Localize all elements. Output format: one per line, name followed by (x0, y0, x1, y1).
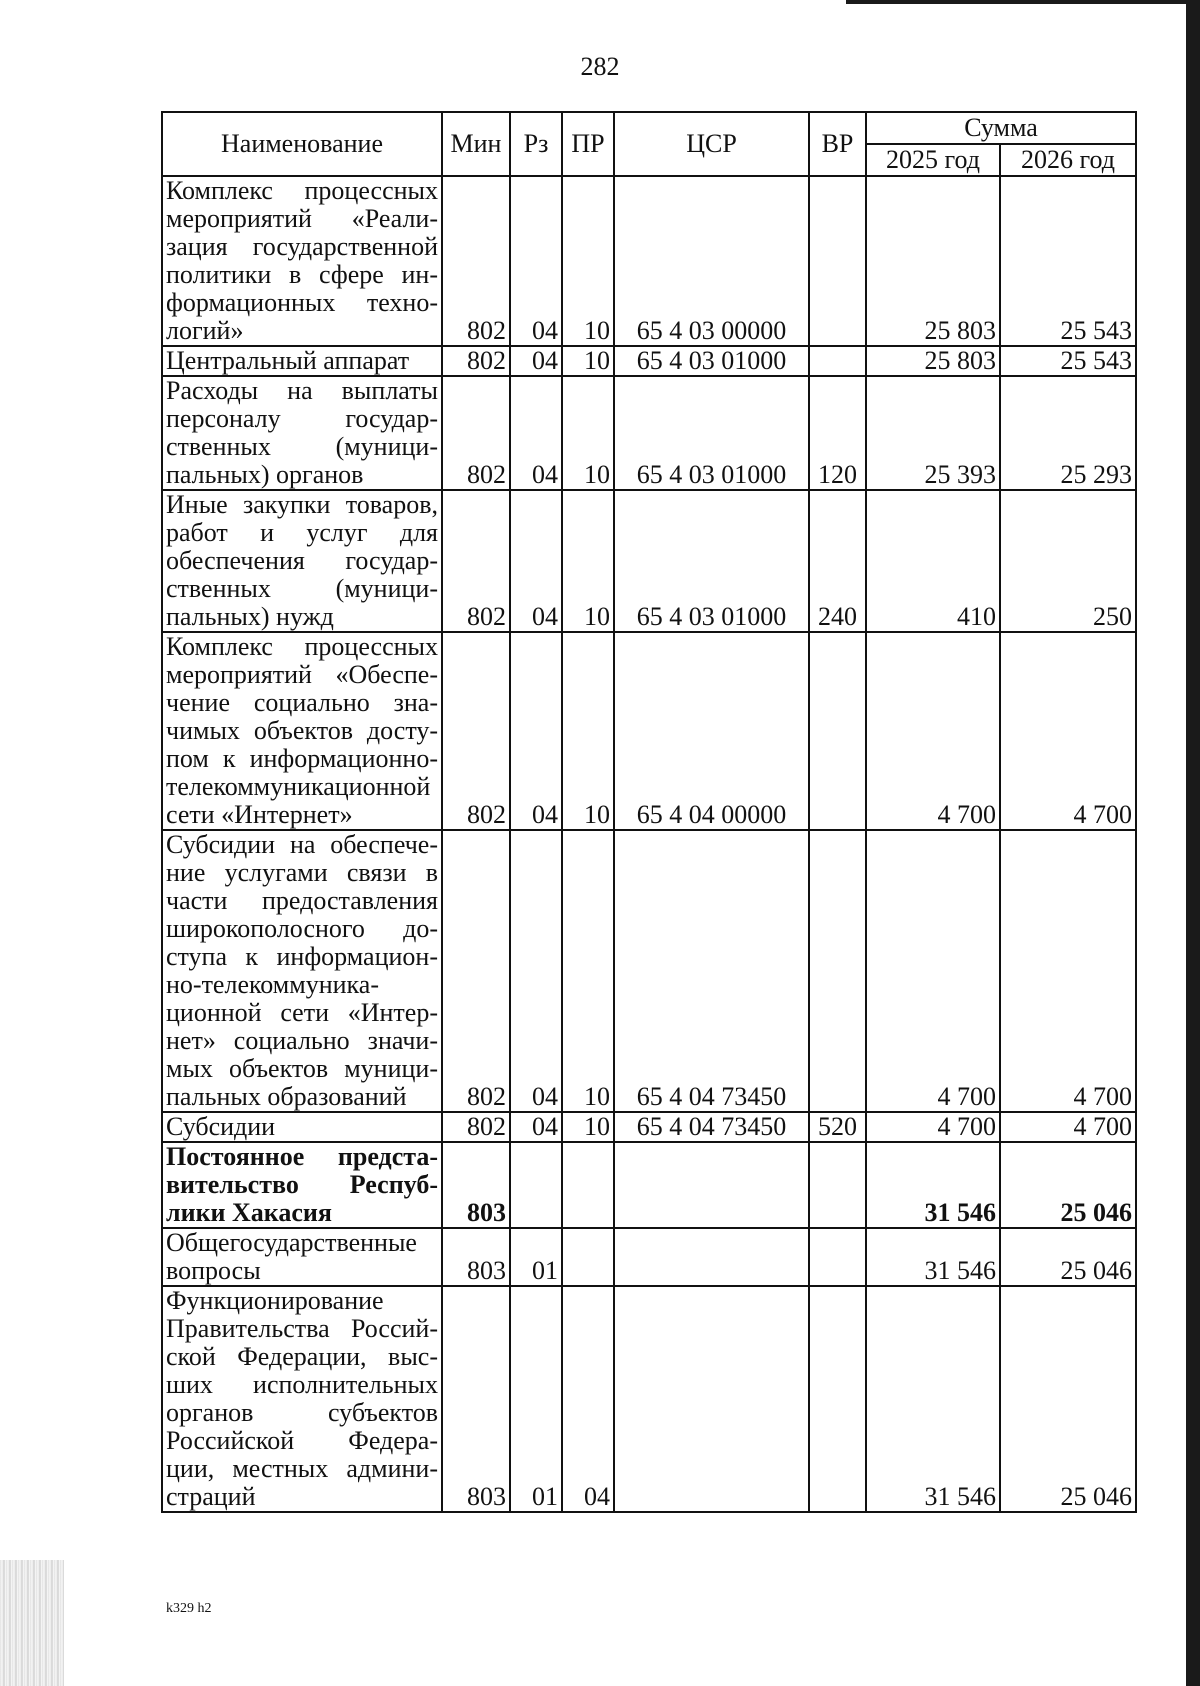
budget-table (161, 111, 1137, 1513)
row-min: 802 (442, 346, 510, 376)
row-name: Центральный аппарат (162, 346, 442, 376)
row-name: Субсидии на обеспече-ние услугами связи в части предоставления широкополосного до-ступа к информацион-но-телекоммуника-ционной сети «Интер-нет» социально значи-мых объектов муници-пальных образований (162, 830, 442, 1112)
table-row (162, 830, 1136, 1112)
row-pr (562, 1142, 614, 1228)
row-sum-2025: 31 546 (866, 1228, 1000, 1286)
row-min: 802 (442, 490, 510, 632)
row-pr (562, 1228, 614, 1286)
row-csr: 65 4 03 01000 (614, 490, 809, 632)
row-sum-2026: 25 543 (1000, 346, 1136, 376)
row-sum-2025: 31 546 (866, 1142, 1000, 1228)
row-rz: 04 (510, 830, 562, 1112)
row-csr (614, 1228, 809, 1286)
row-rz: 04 (510, 176, 562, 346)
header-rz: Рз (510, 112, 562, 176)
scan-edge-left (0, 1560, 64, 1686)
table-row (162, 346, 1136, 376)
row-sum-2026: 4 700 (1000, 632, 1136, 830)
row-vr: 240 (809, 490, 866, 632)
row-rz: 04 (510, 346, 562, 376)
header-year-2025: 2025 год (866, 144, 1000, 176)
row-pr: 10 (562, 830, 614, 1112)
row-rz: 04 (510, 490, 562, 632)
header-csr: ЦСР (614, 112, 809, 176)
row-vr (809, 1228, 866, 1286)
row-csr: 65 4 03 01000 (614, 346, 809, 376)
row-name: Общегосударственные вопросы (162, 1228, 442, 1286)
row-pr: 10 (562, 490, 614, 632)
row-vr (809, 176, 866, 346)
header-name: Наименование (162, 112, 442, 176)
table-row (162, 632, 1136, 830)
row-rz: 04 (510, 376, 562, 490)
row-min: 802 (442, 830, 510, 1112)
row-sum-2026: 25 046 (1000, 1228, 1136, 1286)
row-pr: 04 (562, 1286, 614, 1512)
row-min: 803 (442, 1228, 510, 1286)
row-sum-2026: 25 543 (1000, 176, 1136, 346)
header-row-1 (162, 112, 1136, 144)
row-name: Комплекс процессных мероприятий «Реали-зация государственной политики в сфере ин-формационных техно-логий» (162, 176, 442, 346)
header-sum: Сумма (866, 112, 1136, 144)
row-sum-2026: 4 700 (1000, 830, 1136, 1112)
row-vr (809, 1286, 866, 1512)
row-min: 802 (442, 176, 510, 346)
row-min: 802 (442, 376, 510, 490)
row-name: Функционирование Правительства Россий-ской Федерации, выс-ших исполнительных органов субъектов Российской Федера-ции, местных админи-страций (162, 1286, 442, 1512)
row-name: Иные закупки товаров, работ и услуг для обеспечения государ-ственных (муници-пальных) нужд (162, 490, 442, 632)
row-pr: 10 (562, 176, 614, 346)
row-min: 802 (442, 632, 510, 830)
row-name: Комплекс процессных мероприятий «Обеспе-чение социально зна-чимых объектов досту-пом к информационно-телекоммуникационной сети «Интернет» (162, 632, 442, 830)
row-rz: 01 (510, 1228, 562, 1286)
row-pr: 10 (562, 632, 614, 830)
row-rz (510, 1142, 562, 1228)
row-vr (809, 1142, 866, 1228)
row-csr: 65 4 03 01000 (614, 376, 809, 490)
table-row (162, 1286, 1136, 1512)
row-pr: 10 (562, 346, 614, 376)
row-min: 803 (442, 1142, 510, 1228)
row-vr (809, 346, 866, 376)
row-sum-2025: 25 803 (866, 176, 1000, 346)
row-csr: 65 4 04 73450 (614, 1112, 809, 1142)
row-name: Субсидии (162, 1112, 442, 1142)
row-vr: 520 (809, 1112, 866, 1142)
table-row (162, 490, 1136, 632)
row-csr: 65 4 04 73450 (614, 830, 809, 1112)
row-sum-2026: 250 (1000, 490, 1136, 632)
row-sum-2025: 410 (866, 490, 1000, 632)
row-name: Постоянное предста-вительство Респуб-лики Хакасия (162, 1142, 442, 1228)
table-row (162, 1142, 1136, 1228)
header-vr: ВР (809, 112, 866, 176)
row-sum-2026: 25 293 (1000, 376, 1136, 490)
table-row (162, 376, 1136, 490)
row-csr: 65 4 03 00000 (614, 176, 809, 346)
table-row (162, 1228, 1136, 1286)
row-min: 803 (442, 1286, 510, 1512)
row-sum-2025: 25 803 (866, 346, 1000, 376)
row-pr: 10 (562, 376, 614, 490)
footer-code: k329 h2 (166, 1601, 212, 1616)
row-sum-2025: 4 700 (866, 830, 1000, 1112)
scan-edge-top (846, 0, 1186, 4)
row-sum-2026: 4 700 (1000, 1112, 1136, 1142)
row-vr (809, 632, 866, 830)
row-sum-2026: 25 046 (1000, 1286, 1136, 1512)
header-min: Мин (442, 112, 510, 176)
page-number: 282 (580, 52, 620, 81)
row-sum-2025: 25 393 (866, 376, 1000, 490)
row-sum-2025: 4 700 (866, 632, 1000, 830)
row-csr: 65 4 04 00000 (614, 632, 809, 830)
header-year-2026: 2026 год (1000, 144, 1136, 176)
row-vr: 120 (809, 376, 866, 490)
scan-edge-right (1186, 0, 1200, 1686)
table-row (162, 176, 1136, 346)
table-row (162, 1112, 1136, 1142)
row-csr (614, 1286, 809, 1512)
row-sum-2026: 25 046 (1000, 1142, 1136, 1228)
row-sum-2025: 31 546 (866, 1286, 1000, 1512)
row-min: 802 (442, 1112, 510, 1142)
header-pr: ПР (562, 112, 614, 176)
row-rz: 04 (510, 1112, 562, 1142)
row-sum-2025: 4 700 (866, 1112, 1000, 1142)
row-vr (809, 830, 866, 1112)
row-name: Расходы на выплаты персоналу государ-ственных (муници-пальных) органов (162, 376, 442, 490)
row-pr: 10 (562, 1112, 614, 1142)
row-csr (614, 1142, 809, 1228)
row-rz: 01 (510, 1286, 562, 1512)
row-rz: 04 (510, 632, 562, 830)
